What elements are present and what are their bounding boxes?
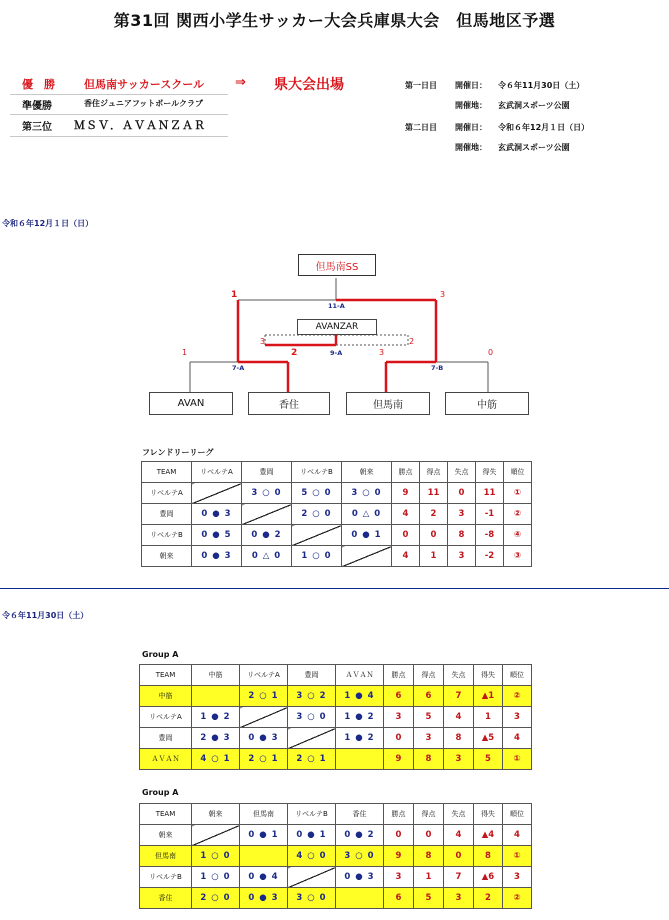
diagonal-cell [288,867,336,888]
header-cell: 失点 [448,462,476,483]
stat-cell: ② [503,888,532,909]
match-score-cell: 1 ● 2 [192,707,240,728]
stat-cell: ① [504,483,532,504]
stat-cell: 3 [414,728,444,749]
score-final-left: 1 [231,290,238,300]
winner-arrow: ⇒ [235,75,246,90]
team-name-cell: リベルテB [142,525,192,546]
match-score-cell: 0 ● 1 [342,525,392,546]
score-third-left: 3 [260,337,266,346]
diagonal-cell [336,749,384,770]
match-score-cell: 0 ● 5 [192,525,242,546]
stat-cell: 8 [448,525,476,546]
header-cell: 失点 [444,665,474,686]
header-cell: 豊岡 [288,665,336,686]
table-row [140,867,532,888]
stat-cell: 3 [384,867,414,888]
stat-cell: ▲6 [474,867,503,888]
match-score-cell: 2 ● 3 [192,728,240,749]
stat-cell: 8 [444,728,474,749]
bracket-team-3: 但馬南 [346,392,430,415]
score-semi2-right: 0 [488,348,494,357]
score-final-right: 3 [440,290,446,299]
schedule-day2-venue: 玄武洞スポーツ公園 [498,143,570,152]
stat-cell: 11 [420,483,448,504]
match-semi1-label: 7-A [232,364,245,372]
header-cell: ＡＶＡＮ [336,665,384,686]
header-cell: リベルテA [192,462,242,483]
stat-cell: 3 [444,888,474,909]
second-team: 香住ジュニアフットボールクラブ [84,99,203,108]
match-score-cell: 0 ● 3 [336,867,384,888]
stat-cell: 7 [444,686,474,707]
stat-cell: 3 [448,546,476,567]
third-team: ＭＳＶ．ＡＶＡＮＺＡＲ [74,119,206,132]
stat-cell: 4 [503,728,532,749]
team-name-cell: 豊岡 [142,504,192,525]
stat-cell: 9 [392,483,420,504]
match-score-cell: 4 ○ 0 [288,846,336,867]
stat-cell: ▲4 [474,825,503,846]
winner-team: 但馬南サッカースクール [84,78,205,91]
diagonal-cell [336,888,384,909]
team-name-cell: 香住 [140,888,192,909]
schedule-day1-venue-label: 開催地： [455,101,487,110]
table-row [140,825,532,846]
schedule-day1-venue: 玄武洞スポーツ公園 [498,101,570,110]
diagonal-cell [288,728,336,749]
header-cell: TEAM [140,804,192,825]
match-score-cell: 3 ○ 0 [288,707,336,728]
stat-cell: 4 [392,546,420,567]
stat-cell: 7 [444,867,474,888]
stat-cell: 5 [414,707,444,728]
table-row [142,525,532,546]
match-score-cell: 3 ○ 0 [288,888,336,909]
diagonal-cell [240,846,288,867]
stat-cell: 3 [503,707,532,728]
header-cell: 得失 [474,665,503,686]
header-cell: 勝点 [384,804,414,825]
stat-cell: ▲5 [474,728,503,749]
team-name-cell: 豊岡 [140,728,192,749]
team-name-cell: ＡＶＡＮ [140,749,192,770]
match-score-cell: 3 ○ 2 [288,686,336,707]
stat-cell: 5 [474,749,503,770]
stat-cell: -8 [476,525,504,546]
header-cell: 得失 [474,804,503,825]
day1-date: 令６年11月30日（土） [2,611,89,620]
stat-cell: -1 [476,504,504,525]
team-name-cell: 但馬南 [140,846,192,867]
stat-cell: ▲1 [474,686,503,707]
stat-cell: 8 [414,749,444,770]
bracket-team-1: AVAN [149,392,233,415]
match-score-cell: 0 △ 0 [342,504,392,525]
stat-cell: 0 [384,825,414,846]
score-semi1-right: 2 [291,348,298,358]
match-score-cell: 0 △ 0 [242,546,292,567]
stat-cell: 4 [444,707,474,728]
stat-cell: 2 [420,504,448,525]
header-cell: 香住 [336,804,384,825]
stat-cell: 1 [414,867,444,888]
winner-note: 県大会出場 [274,77,344,93]
schedule-day1-date: 令６年11月30日（土） [498,81,585,90]
diagonal-cell [192,825,240,846]
stat-cell: 3 [503,867,532,888]
match-score-cell: 3 ○ 0 [242,483,292,504]
match-score-cell: 0 ● 2 [336,825,384,846]
stat-cell: 1 [474,707,503,728]
stat-cell: 2 [474,888,503,909]
stat-cell: 0 [444,846,474,867]
match-semi2-label: 7-B [431,364,444,372]
stat-cell: 4 [503,825,532,846]
header-cell: 失点 [444,804,474,825]
stat-cell: 0 [392,525,420,546]
table-row [140,749,532,770]
header-cell: 得点 [414,665,444,686]
stat-cell: ① [503,846,532,867]
diagonal-cell [292,525,342,546]
schedule-day1: 第一日目 [405,81,437,90]
schedule-day2-venue-label: 開催地： [455,143,487,152]
schedule-day2-date: 令和６年12月１日（日） [498,123,590,132]
match-score-cell: 2 ○ 0 [192,888,240,909]
header-cell: 順位 [503,804,532,825]
stat-cell: 3 [384,707,414,728]
stat-cell: ② [503,686,532,707]
stat-cell: 4 [444,825,474,846]
diagonal-cell [192,686,240,707]
header-cell: 朝来 [342,462,392,483]
team-name-cell: 中筋 [140,686,192,707]
team-name-cell: リベルテB [140,867,192,888]
bracket-third-place: AVANZAR [297,319,377,335]
header-cell: 順位 [503,665,532,686]
stat-cell: 5 [414,888,444,909]
schedule-day1-date-label: 開催日： [455,81,487,90]
table-row [140,728,532,749]
stat-cell: 4 [392,504,420,525]
team-name-cell: 朝来 [142,546,192,567]
header-cell: リベルテB [292,462,342,483]
match-score-cell: 0 ● 3 [240,888,288,909]
diagonal-cell [242,504,292,525]
friendly-title: フレンドリーリーグ [142,448,214,457]
table-row [140,707,532,728]
match-score-cell: 4 ○ 1 [192,749,240,770]
match-final-label: 11-A [328,302,345,310]
header-cell: 得点 [420,462,448,483]
match-score-cell: 2 ○ 1 [240,686,288,707]
stat-cell: 3 [448,504,476,525]
table-row [142,504,532,525]
stat-cell: 11 [476,483,504,504]
match-score-cell: 0 ● 1 [288,825,336,846]
stat-cell: 0 [448,483,476,504]
winner-label: 優 勝 [22,78,55,91]
diagonal-cell [192,483,242,504]
match-score-cell: 1 ● 2 [336,728,384,749]
match-score-cell: 2 ○ 1 [288,749,336,770]
match-third-label: 9-A [330,349,343,357]
stat-cell: ① [503,749,532,770]
match-score-cell: 2 ○ 1 [240,749,288,770]
match-score-cell: 3 ○ 0 [336,846,384,867]
stat-cell: 8 [414,846,444,867]
header-cell: 得点 [414,804,444,825]
match-score-cell: 1 ● 4 [336,686,384,707]
stat-cell: 1 [420,546,448,567]
match-score-cell: 0 ● 2 [242,525,292,546]
match-score-cell: 1 ● 2 [336,707,384,728]
header-cell: 中筋 [192,665,240,686]
page-title: 第31回 関西小学生サッカー大会兵庫県大会 但馬地区予選 [113,11,556,30]
match-score-cell: 0 ● 4 [240,867,288,888]
score-semi1-left: 1 [182,348,188,357]
section-divider [0,588,669,589]
stat-cell: 8 [474,846,503,867]
stat-cell: ③ [504,546,532,567]
table-row [140,888,532,909]
header-cell: 得失 [476,462,504,483]
match-score-cell: 0 ● 3 [192,504,242,525]
stat-cell: ② [504,504,532,525]
match-score-cell: 0 ● 3 [240,728,288,749]
stat-cell: 0 [420,525,448,546]
diagonal-cell [240,707,288,728]
diagonal-cell [342,546,392,567]
header-cell: 豊岡 [242,462,292,483]
schedule-day2-date-label: 開催日： [455,123,487,132]
group1-title: Group A [142,650,179,659]
header-cell: リベルテA [240,665,288,686]
bracket-champion: 但馬南SS [298,254,376,276]
stat-cell: -2 [476,546,504,567]
stat-cell: 9 [384,749,414,770]
stat-cell: ④ [504,525,532,546]
group2-table [139,803,532,909]
header-cell: 但馬南 [240,804,288,825]
day2-date: 令和６年12月１日（日） [2,219,94,228]
header-cell: TEAM [140,665,192,686]
header-cell: 順位 [504,462,532,483]
match-score-cell: 0 ● 1 [240,825,288,846]
third-label: 第三位 [22,122,52,133]
second-label: 準優勝 [22,101,52,112]
score-third-right: 2 [409,337,415,346]
header-cell: 勝点 [384,665,414,686]
stat-cell: 3 [444,749,474,770]
match-score-cell: 2 ○ 0 [292,504,342,525]
stat-cell: 6 [384,888,414,909]
schedule-day2: 第二日目 [405,123,437,132]
table-row [140,846,532,867]
stat-cell: 0 [414,825,444,846]
team-name-cell: 朝来 [140,825,192,846]
match-score-cell: 3 ○ 0 [342,483,392,504]
table-row [142,483,532,504]
stat-cell: 6 [414,686,444,707]
table-row [142,546,532,567]
table-row [140,686,532,707]
header-cell: TEAM [142,462,192,483]
match-score-cell: 0 ● 3 [192,546,242,567]
header-cell: 朝来 [192,804,240,825]
team-name-cell: リベルテA [142,483,192,504]
group2-title: Group A [142,788,179,797]
team-name-cell: リベルテA [140,707,192,728]
group1-table [139,664,532,770]
stat-cell: 6 [384,686,414,707]
match-score-cell: 1 ○ 0 [192,867,240,888]
header-cell: 勝点 [392,462,420,483]
match-score-cell: 1 ○ 0 [292,546,342,567]
stat-cell: 9 [384,846,414,867]
stat-cell: 0 [384,728,414,749]
friendly-league-table [141,461,532,567]
header-cell: リベルテB [288,804,336,825]
score-semi2-left: 3 [379,348,385,357]
bracket-team-2: 香住 [248,392,330,415]
bracket-team-4: 中筋 [445,392,529,415]
match-score-cell: 1 ○ 0 [192,846,240,867]
match-score-cell: 5 ○ 0 [292,483,342,504]
